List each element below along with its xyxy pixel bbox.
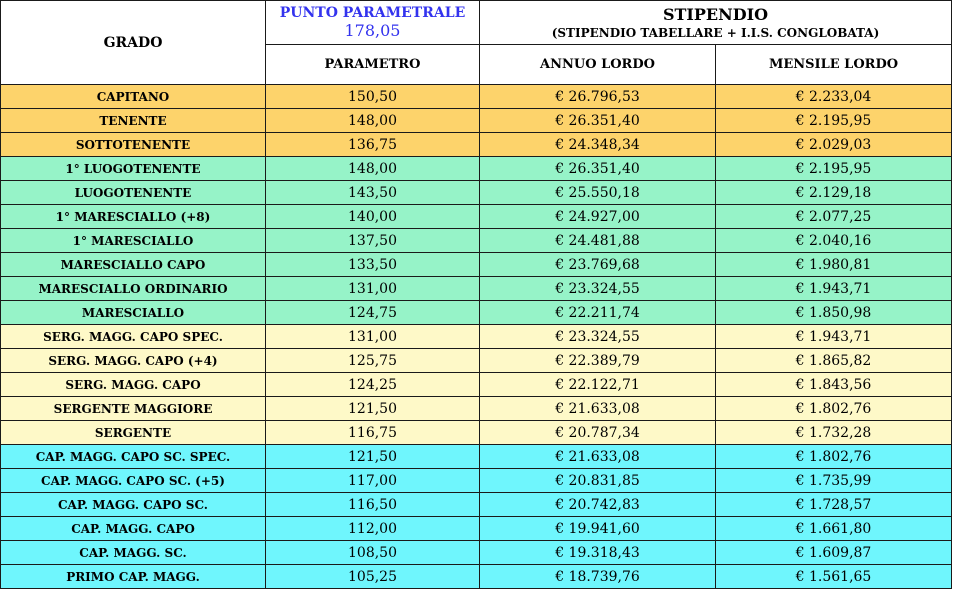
annuo-lordo-cell: € 19.941,60 <box>480 517 716 541</box>
table-row <box>1 397 952 421</box>
parametro-cell: 124,25 <box>266 373 480 397</box>
mensile-lordo-cell: € 1.943,71 <box>716 277 952 301</box>
table-row <box>1 469 952 493</box>
table-row <box>1 349 952 373</box>
stipendio-subtitle: (STIPENDIO TABELLARE + I.I.S. CONGLOBATA) <box>551 25 880 40</box>
annuo-lordo-cell: € 26.351,40 <box>480 157 716 181</box>
annuo-lordo-cell: € 19.318,43 <box>480 541 716 565</box>
parametro-cell: 148,00 <box>266 109 480 133</box>
grado-cell: CAP. MAGG. SC. <box>1 541 266 565</box>
mensile-lordo-cell: € 1.843,56 <box>716 373 952 397</box>
mensile-lordo-cell: € 1.943,71 <box>716 325 952 349</box>
annuo-lordo-cell: € 26.796,53 <box>480 85 716 109</box>
grado-cell: CAP. MAGG. CAPO <box>1 517 266 541</box>
grado-cell: 1° LUOGOTENENTE <box>1 157 266 181</box>
table-row <box>1 205 952 229</box>
table-row <box>1 445 952 469</box>
mensile-lordo-cell: € 1.735,99 <box>716 469 952 493</box>
annuo-lordo-cell: € 23.324,55 <box>480 277 716 301</box>
parametro-cell: 117,00 <box>266 469 480 493</box>
table-row <box>1 421 952 445</box>
grado-cell: CAPITANO <box>1 85 266 109</box>
annuo-lordo-cell: € 24.348,34 <box>480 133 716 157</box>
header-annuo-lordo: ANNUO LORDO <box>480 45 716 85</box>
grado-cell: 1° MARESCIALLO (+8) <box>1 205 266 229</box>
grado-cell: PRIMO CAP. MAGG. <box>1 565 266 589</box>
table-row <box>1 157 952 181</box>
grado-cell: 1° MARESCIALLO <box>1 229 266 253</box>
parametro-cell: 131,00 <box>266 277 480 301</box>
annuo-lordo-cell: € 21.633,08 <box>480 397 716 421</box>
mensile-lordo-cell: € 1.728,57 <box>716 493 952 517</box>
annuo-lordo-cell: € 22.211,74 <box>480 301 716 325</box>
grado-cell: CAP. MAGG. CAPO SC. SPEC. <box>1 445 266 469</box>
mensile-lordo-cell: € 1.850,98 <box>716 301 952 325</box>
parametro-cell: 112,00 <box>266 517 480 541</box>
grado-cell: TENENTE <box>1 109 266 133</box>
table-row <box>1 493 952 517</box>
parametro-cell: 125,75 <box>266 349 480 373</box>
parametro-cell: 140,00 <box>266 205 480 229</box>
mensile-lordo-cell: € 1.980,81 <box>716 253 952 277</box>
table-row <box>1 541 952 565</box>
annuo-lordo-cell: € 23.769,68 <box>480 253 716 277</box>
table-row <box>1 229 952 253</box>
annuo-lordo-cell: € 20.742,83 <box>480 493 716 517</box>
header-mensile-lordo: MENSILE LORDO <box>716 45 952 85</box>
parametro-cell: 108,50 <box>266 541 480 565</box>
parametro-cell: 121,50 <box>266 397 480 421</box>
annuo-lordo-cell: € 22.389,79 <box>480 349 716 373</box>
mensile-lordo-cell: € 1.609,87 <box>716 541 952 565</box>
mensile-lordo-cell: € 2.077,25 <box>716 205 952 229</box>
table-row <box>1 517 952 541</box>
mensile-lordo-cell: € 2.029,03 <box>716 133 952 157</box>
table-row <box>1 301 952 325</box>
parametro-cell: 150,50 <box>266 85 480 109</box>
table-body <box>1 85 952 589</box>
grado-cell: MARESCIALLO ORDINARIO <box>1 277 266 301</box>
parametro-cell: 124,75 <box>266 301 480 325</box>
table-row <box>1 373 952 397</box>
grado-cell: LUOGOTENENTE <box>1 181 266 205</box>
grado-cell: MARESCIALLO CAPO <box>1 253 266 277</box>
parametro-cell: 143,50 <box>266 181 480 205</box>
mensile-lordo-cell: € 1.561,65 <box>716 565 952 589</box>
table-row <box>1 85 952 109</box>
annuo-lordo-cell: € 22.122,71 <box>480 373 716 397</box>
annuo-lordo-cell: € 26.351,40 <box>480 109 716 133</box>
mensile-lordo-cell: € 2.195,95 <box>716 109 952 133</box>
annuo-lordo-cell: € 18.739,76 <box>480 565 716 589</box>
mensile-lordo-cell: € 1.802,76 <box>716 445 952 469</box>
annuo-lordo-cell: € 20.787,34 <box>480 421 716 445</box>
parametro-cell: 121,50 <box>266 445 480 469</box>
mensile-lordo-cell: € 1.661,80 <box>716 517 952 541</box>
mensile-lordo-cell: € 1.732,28 <box>716 421 952 445</box>
parametro-cell: 137,50 <box>266 229 480 253</box>
table-row <box>1 565 952 589</box>
table-row <box>1 181 952 205</box>
grado-cell: MARESCIALLO <box>1 301 266 325</box>
header-punto-parametrale <box>266 1 480 45</box>
grado-cell: SERG. MAGG. CAPO (+4) <box>1 349 266 373</box>
grado-cell: SOTTOTENENTE <box>1 133 266 157</box>
mensile-lordo-cell: € 2.040,16 <box>716 229 952 253</box>
table-row <box>1 253 952 277</box>
table-row <box>1 277 952 301</box>
mensile-lordo-cell: € 2.129,18 <box>716 181 952 205</box>
parametro-cell: 148,00 <box>266 157 480 181</box>
mensile-lordo-cell: € 2.233,04 <box>716 85 952 109</box>
parametro-cell: 131,00 <box>266 325 480 349</box>
grado-cell: SERG. MAGG. CAPO SPEC. <box>1 325 266 349</box>
parametro-cell: 105,25 <box>266 565 480 589</box>
mensile-lordo-cell: € 2.195,95 <box>716 157 952 181</box>
header-stipendio <box>480 1 952 45</box>
stipendio-title: STIPENDIO <box>662 4 769 24</box>
grado-cell: CAP. MAGG. CAPO SC. (+5) <box>1 469 266 493</box>
grado-cell: SERG. MAGG. CAPO <box>1 373 266 397</box>
parametro-cell: 136,75 <box>266 133 480 157</box>
table-row <box>1 325 952 349</box>
punto-parametrale-label: PUNTO PARAMETRALE <box>279 5 466 21</box>
annuo-lordo-cell: € 20.831,85 <box>480 469 716 493</box>
annuo-lordo-cell: € 24.481,88 <box>480 229 716 253</box>
grado-cell: CAP. MAGG. CAPO SC. <box>1 493 266 517</box>
parametro-cell: 116,50 <box>266 493 480 517</box>
mensile-lordo-cell: € 1.802,76 <box>716 397 952 421</box>
table-row <box>1 109 952 133</box>
header-parametro: PARAMETRO <box>266 45 480 85</box>
table-row <box>1 133 952 157</box>
punto-parametrale-value: 178,05 <box>344 21 401 40</box>
annuo-lordo-cell: € 23.324,55 <box>480 325 716 349</box>
grado-cell: SERGENTE <box>1 421 266 445</box>
parametro-cell: 133,50 <box>266 253 480 277</box>
parametro-cell: 116,75 <box>266 421 480 445</box>
header-grado: GRADO <box>1 1 266 85</box>
annuo-lordo-cell: € 25.550,18 <box>480 181 716 205</box>
grado-cell: SERGENTE MAGGIORE <box>1 397 266 421</box>
mensile-lordo-cell: € 1.865,82 <box>716 349 952 373</box>
annuo-lordo-cell: € 24.927,00 <box>480 205 716 229</box>
annuo-lordo-cell: € 21.633,08 <box>480 445 716 469</box>
